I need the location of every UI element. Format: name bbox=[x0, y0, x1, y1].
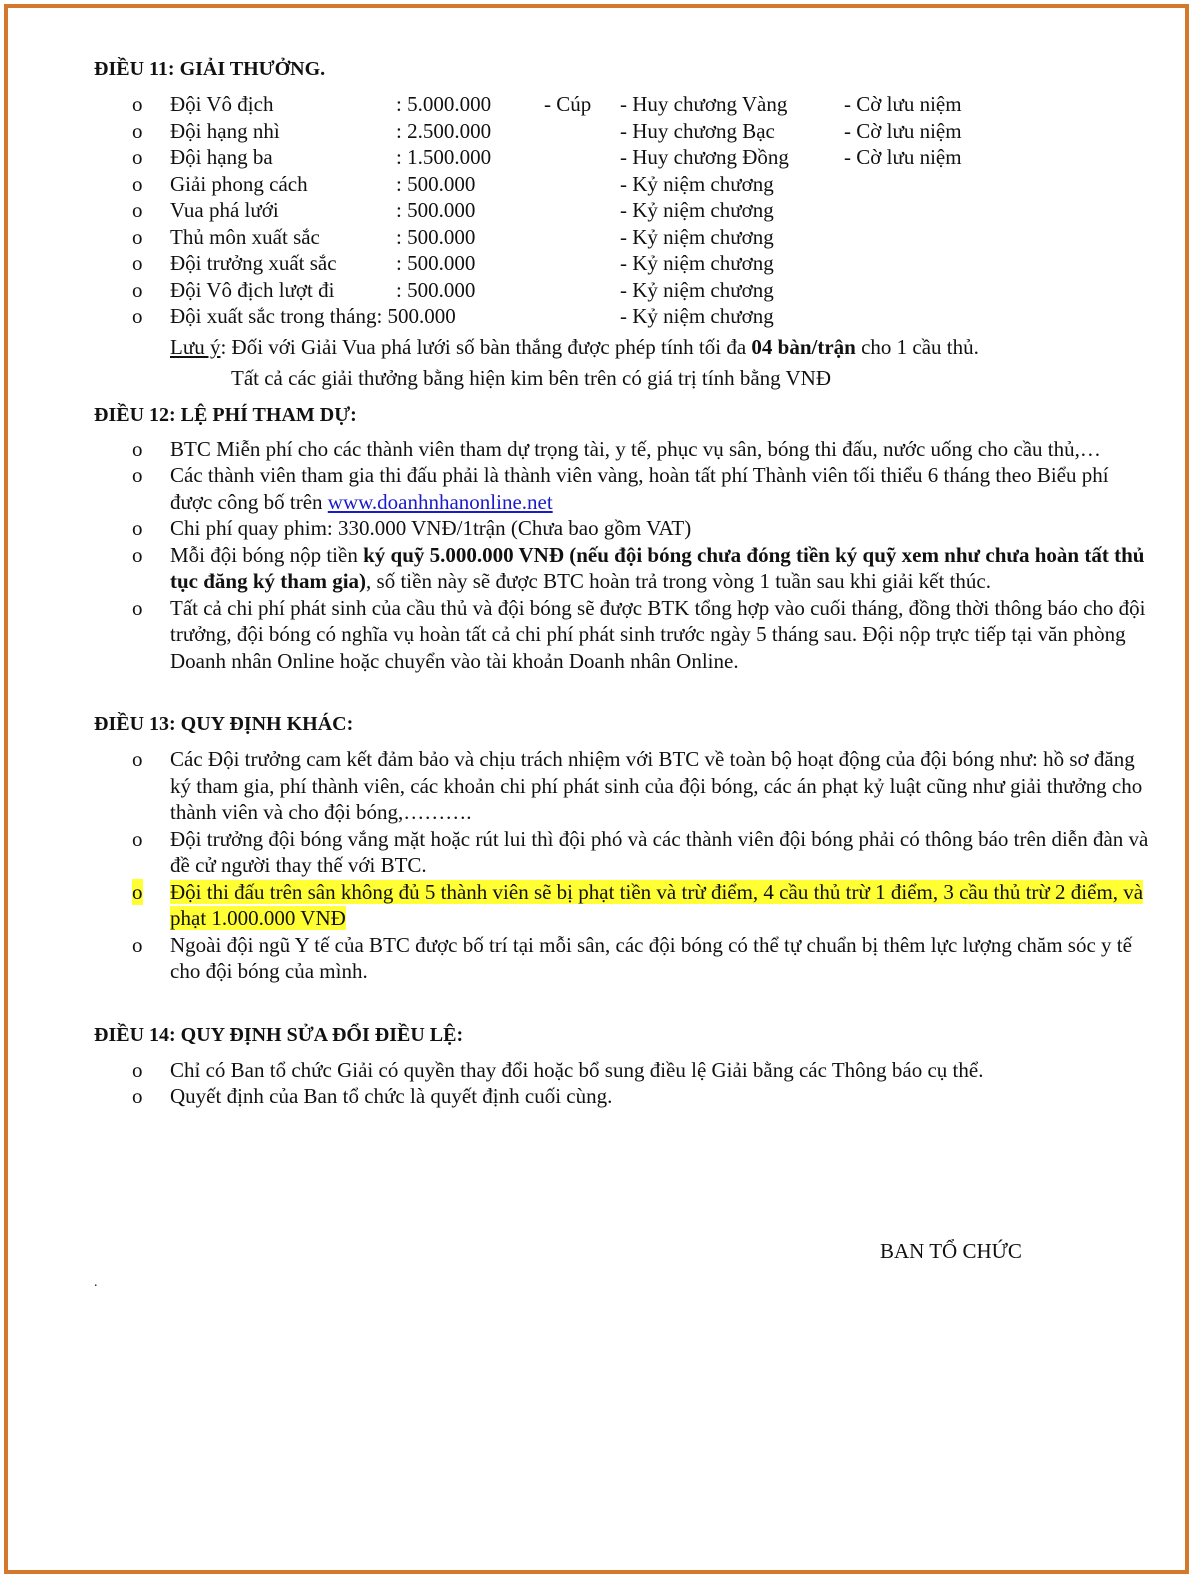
bullet-icon: o bbox=[132, 595, 143, 620]
prize-name: Đội hạng ba bbox=[170, 145, 273, 169]
prize-amount: : 500.000 bbox=[396, 171, 476, 196]
bullet-icon: o bbox=[132, 1057, 143, 1082]
article-13-title: ĐIỀU 13: QUY ĐỊNH KHÁC: bbox=[94, 713, 354, 735]
article-11-title: ĐIỀU 11: GIẢI THƯỞNG. bbox=[94, 58, 326, 80]
bullet-icon: o bbox=[132, 171, 143, 196]
prize-medal: - Kỷ niệm chương bbox=[620, 224, 774, 249]
bullet-icon: o bbox=[132, 224, 143, 249]
bullet-icon: o bbox=[132, 932, 143, 957]
prize-cup bbox=[544, 118, 620, 145]
bullet-icon: o bbox=[132, 436, 143, 461]
list-item: o Đội trưởng đội bóng vắng mặt hoặc rút lui thì đội phó và các thành viên đội bóng phải có thông báo trên diễn đàn và đề cử người thay thế với BTC. bbox=[132, 826, 1149, 877]
website-link[interactable]: www.doanhnhanonline.net bbox=[327, 489, 553, 514]
prize-row bbox=[94, 224, 1154, 251]
prize-row bbox=[94, 303, 1154, 330]
prize-medal: - Kỷ niệm chương bbox=[620, 277, 774, 302]
prize-medal: - Kỷ niệm chương bbox=[620, 198, 774, 222]
prize-cup bbox=[544, 171, 620, 198]
list-item: o BTC Miễn phí cho các thành viên tham dự trọng tài, y tế, phục vụ sân, bóng thi đấu, nước uống cho cầu thủ,… bbox=[132, 436, 1101, 461]
highlighted-list-item bbox=[94, 879, 1154, 932]
prize-name: Thủ môn xuất sắc bbox=[170, 224, 320, 249]
bullet-icon: o bbox=[132, 145, 143, 169]
prize-row bbox=[94, 118, 1154, 145]
bullet-icon: o bbox=[132, 879, 143, 904]
prize-amount: : 500.000 bbox=[396, 198, 476, 222]
list-item: o Chỉ có Ban tổ chức Giải có quyền thay đổi hoặc bổ sung điều lệ Giải bằng các Thông báo cụ thể. bbox=[132, 1057, 984, 1082]
prize-cup: - Cúp bbox=[544, 92, 592, 116]
prize-cup bbox=[544, 224, 620, 251]
bullet-icon: o bbox=[132, 198, 143, 222]
prize-cup bbox=[544, 197, 620, 224]
currency-note: Tất cả các giải thưởng bằng hiện kim bên trên có giá trị tính bằng VNĐ bbox=[231, 366, 832, 390]
document-body bbox=[94, 56, 1154, 1290]
prize-row bbox=[94, 250, 1154, 277]
note-bold: 04 bàn/trận bbox=[751, 334, 856, 359]
note-text: : Đối với Giải Vua phá lưới số bàn thắng được phép tính tối đa bbox=[220, 334, 752, 359]
amendment-list bbox=[94, 1057, 1154, 1110]
bullet-icon: o bbox=[132, 542, 143, 567]
list-item: o Các Đội trưởng cam kết đảm bảo và chịu trách nhiệm với BTC về toàn bộ hoạt động của đội bóng như: hồ sơ đăng ký tham gia, phí thành viên, các khoản chi phí phát sinh của đội bóng, các án phạt kỷ luật cũng như giải thưởng cho thành viên và cho đội bóng,………. bbox=[132, 747, 1143, 824]
list-item: o Tất cả chi phí phát sinh của cầu thủ và đội bóng sẽ được BTK tổng hợp vào cuối tháng, đồng thời thông báo cho đội trưởng, đội bóng có nghĩa vụ hoàn tất cả chi phí phát sinh trước ngày 5 tháng sau. Đội nộp trực tiếp tại văn phòng Doanh nhân Online hoặc chuyển vào tài khoản Doanh nhân Online. bbox=[132, 595, 1146, 673]
prize-row bbox=[94, 171, 1154, 198]
prize-medal: - Kỷ niệm chương bbox=[620, 171, 774, 196]
prize-name: Đội Vô địch bbox=[170, 92, 274, 116]
stray-dot: . bbox=[94, 1275, 98, 1290]
bullet-icon: o bbox=[132, 463, 143, 487]
prize-name: Đội xuất sắc trong tháng: 500.000 bbox=[170, 304, 456, 328]
highlighted-text: Đội thi đấu trên sân không đủ 5 thành viên sẽ bị phạt tiền và trừ điểm, 4 cầu thủ trừ 1 điểm, 3 cầu thủ trừ 2 điểm, và phạt 1.000.000 VNĐ bbox=[170, 879, 1144, 930]
prize-list bbox=[94, 91, 1154, 330]
prize-amount: : 500.000 bbox=[396, 277, 476, 302]
list-item: o Mỗi đội bóng nộp tiền ký quỹ 5.000.000 VNĐ (nếu đội bóng chưa đóng tiền ký quỹ xem như chưa hoàn tất thủ tục đăng ký tham gia), số tiền này sẽ được BTC hoàn trả trong vòng 1 tuần sau khi giải kết thúc. bbox=[132, 542, 1145, 593]
bullet-icon: o bbox=[132, 304, 143, 328]
prize-amount: : 500.000 bbox=[396, 251, 476, 275]
prize-name: Vua phá lưới bbox=[170, 198, 279, 222]
prize-flag: - Cờ lưu niệm bbox=[844, 118, 962, 143]
prize-row bbox=[94, 197, 1154, 224]
list-item: o Các thành viên tham gia thi đấu phải là thành viên vàng, hoàn tất phí Thành viên tối thiểu 6 tháng theo Biểu phí được công bố trên www.doanhnhanonline.net bbox=[132, 463, 1109, 514]
bullet-icon: o bbox=[132, 516, 143, 540]
prize-cup bbox=[544, 250, 620, 277]
prize-cup bbox=[544, 277, 620, 304]
article-12-title: ĐIỀU 12: LỆ PHÍ THAM DỰ: bbox=[94, 403, 357, 426]
list-item: o Ngoài đội ngũ Y tế của BTC được bố trí tại mỗi sân, các đội bóng có thể tự chuẩn bị thêm lực lượng chăm sóc y tế cho đội bóng của mình. bbox=[132, 932, 1132, 983]
fee-list bbox=[94, 436, 1154, 675]
prize-amount: : 500.000 bbox=[396, 224, 476, 249]
prize-amount: : 5.000.000 bbox=[396, 92, 492, 116]
bullet-icon: o bbox=[132, 277, 143, 302]
prize-name: Đội Vô địch lượt đi bbox=[170, 277, 335, 302]
prize-medal: - Kỷ niệm chương bbox=[620, 251, 774, 275]
prize-medal: - Huy chương Vàng bbox=[620, 92, 788, 116]
prize-cup bbox=[544, 144, 620, 171]
prize-row bbox=[94, 91, 1154, 118]
prize-amount: : 1.500.000 bbox=[396, 145, 492, 169]
prize-note bbox=[170, 334, 1154, 361]
prize-medal: - Huy chương Đồng bbox=[620, 145, 789, 169]
prize-name: Đội trưởng xuất sắc bbox=[170, 251, 337, 275]
prize-flag: - Cờ lưu niệm bbox=[844, 92, 962, 116]
bullet-icon: o bbox=[132, 826, 143, 851]
article-14-title: ĐIỀU 14: QUY ĐỊNH SỬA ĐỔI ĐIỀU LỆ: bbox=[94, 1023, 464, 1046]
bullet-icon: o bbox=[132, 92, 143, 116]
list-item: o Chi phí quay phim: 330.000 VNĐ/1trận (Chưa bao gồm VAT) bbox=[132, 516, 692, 540]
list-item: o Quyết định của Ban tổ chức là quyết định cuối cùng. bbox=[132, 1084, 613, 1108]
prize-medal: - Kỷ niệm chương bbox=[620, 304, 774, 328]
prize-cup bbox=[544, 303, 620, 330]
bullet-icon: o bbox=[132, 118, 143, 143]
bullet-icon: o bbox=[132, 1084, 143, 1108]
prize-flag: - Cờ lưu niệm bbox=[844, 145, 962, 169]
bullet-icon: o bbox=[132, 251, 143, 275]
prize-name: Giải phong cách bbox=[170, 171, 308, 196]
bullet-icon: o bbox=[132, 747, 143, 771]
note-text-end: cho 1 cầu thủ. bbox=[855, 334, 979, 359]
note-label: Lưu ý bbox=[170, 334, 221, 359]
signature: BAN TỔ CHỨC bbox=[880, 1239, 1022, 1263]
prize-amount: : 2.500.000 bbox=[396, 118, 492, 143]
rules-list bbox=[94, 746, 1154, 985]
prize-medal: - Huy chương Bạc bbox=[620, 118, 775, 143]
prize-name: Đội hạng nhì bbox=[170, 118, 280, 143]
prize-row bbox=[94, 277, 1154, 304]
prize-row bbox=[94, 144, 1154, 171]
